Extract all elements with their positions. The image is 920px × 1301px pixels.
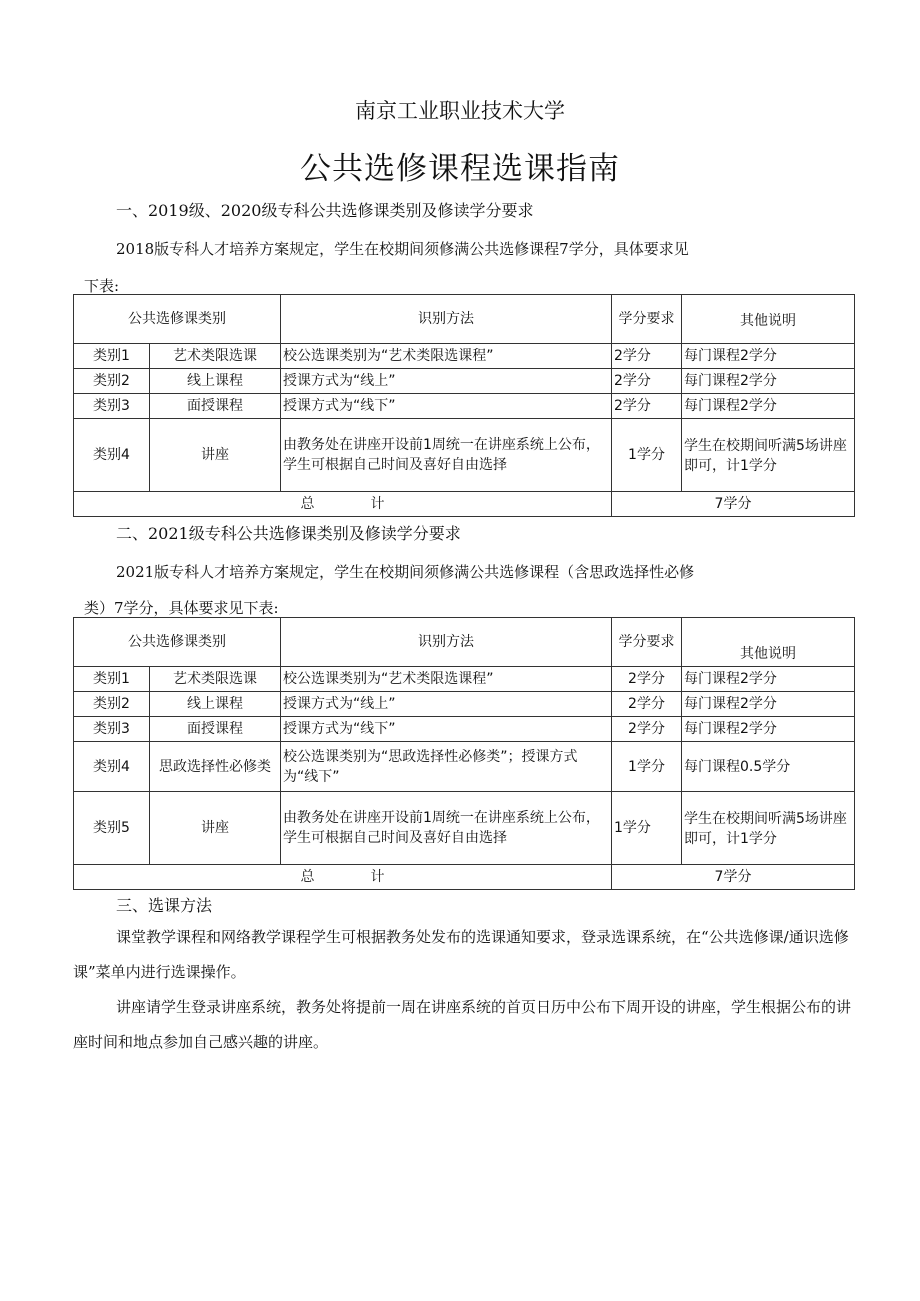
credits-cell: 2学分 bbox=[612, 369, 682, 394]
method-cell: 由教务处在讲座开设前1周统一在讲座系统上公布，学生可根据自己时间及喜好自由选择 bbox=[281, 792, 612, 865]
col-header-method: 识别方法 bbox=[281, 618, 612, 667]
section2-heading: 二、2021级专科公共选修课类别及修读学分要求 bbox=[116, 524, 461, 543]
credits-cell: 2学分 bbox=[612, 344, 682, 369]
section3-heading: 三、选课方法 bbox=[116, 896, 213, 915]
category-name: 讲座 bbox=[150, 792, 281, 865]
total-value: 7学分 bbox=[612, 492, 855, 517]
section1-table bbox=[73, 294, 855, 517]
credits-cell: 1学分 bbox=[612, 419, 682, 492]
category-id: 类别1 bbox=[74, 667, 150, 692]
section2-table bbox=[73, 617, 855, 890]
category-name: 思政选择性必修类 bbox=[150, 742, 281, 792]
category-id: 类别3 bbox=[74, 717, 150, 742]
col-header-notes: 其他说明 bbox=[682, 295, 855, 344]
table-total-row bbox=[74, 865, 855, 890]
table-row bbox=[74, 667, 855, 692]
category-id: 类别5 bbox=[74, 792, 150, 865]
col-header-credits: 学分要求 bbox=[612, 295, 682, 344]
category-name: 线上课程 bbox=[150, 692, 281, 717]
col-header-notes: 其他说明 bbox=[682, 618, 855, 667]
category-name: 讲座 bbox=[150, 419, 281, 492]
table-total-row bbox=[74, 492, 855, 517]
category-id: 类别1 bbox=[74, 344, 150, 369]
credits-cell: 2学分 bbox=[612, 394, 682, 419]
credits-cell: 2学分 bbox=[612, 667, 682, 692]
col-header-category: 公共选修课类别 bbox=[74, 618, 281, 667]
notes-cell: 学生在校期间听满5场讲座即可，计1学分 bbox=[682, 419, 855, 492]
method-cell: 授课方式为“线下” bbox=[281, 717, 612, 742]
col-header-method: 识别方法 bbox=[281, 295, 612, 344]
category-name: 面授课程 bbox=[150, 394, 281, 419]
method-cell: 授课方式为“线上” bbox=[281, 692, 612, 717]
table-row bbox=[74, 419, 855, 492]
credits-cell: 1学分 bbox=[612, 792, 682, 865]
category-name: 艺术类限选课 bbox=[150, 344, 281, 369]
total-label: 总 计 bbox=[74, 865, 612, 890]
method-cell: 授课方式为“线上” bbox=[281, 369, 612, 394]
method-cell: 授课方式为“线下” bbox=[281, 394, 612, 419]
notes-cell: 每门课程0.5学分 bbox=[682, 742, 855, 792]
section3-paragraph-2: 讲座请学生登录讲座系统，教务处将提前一周在讲座系统的首页日历中公布下周开设的讲座，学生根据公布的讲座时间和地点参加自己感兴趣的讲座。 bbox=[73, 998, 852, 1051]
category-name: 面授课程 bbox=[150, 717, 281, 742]
notes-cell: 每门课程2学分 bbox=[682, 344, 855, 369]
category-id: 类别2 bbox=[74, 369, 150, 394]
section1-intro-line1: 2018版专科人才培养方案规定，学生在校期间须修满公共选修课程7学分，具体要求见 bbox=[116, 240, 689, 258]
notes-cell: 每门课程2学分 bbox=[682, 369, 855, 394]
col-header-category: 公共选修课类别 bbox=[74, 295, 281, 344]
table-row bbox=[74, 792, 855, 865]
table-header-row bbox=[74, 618, 855, 667]
notes-cell: 每门课程2学分 bbox=[682, 692, 855, 717]
total-label: 总 计 bbox=[74, 492, 612, 517]
notes-cell: 每门课程2学分 bbox=[682, 667, 855, 692]
category-id: 类别4 bbox=[74, 419, 150, 492]
category-id: 类别3 bbox=[74, 394, 150, 419]
table-row bbox=[74, 394, 855, 419]
table-row bbox=[74, 369, 855, 394]
table-row bbox=[74, 692, 855, 717]
table-header-row bbox=[74, 295, 855, 344]
col-header-credits: 学分要求 bbox=[612, 618, 682, 667]
category-id: 类别4 bbox=[74, 742, 150, 792]
credits-cell: 1学分 bbox=[612, 742, 682, 792]
notes-cell: 学生在校期间听满5场讲座即可，计1学分 bbox=[682, 792, 855, 865]
section1-intro-line2: 下表: bbox=[84, 277, 120, 295]
notes-cell: 每门课程2学分 bbox=[682, 717, 855, 742]
section1-heading: 一、2019级、2020级专科公共选修课类别及修读学分要求 bbox=[116, 201, 534, 220]
category-name: 线上课程 bbox=[150, 369, 281, 394]
table-row bbox=[74, 344, 855, 369]
page-title: 公共选修课程选课指南 bbox=[300, 151, 620, 187]
category-id: 类别2 bbox=[74, 692, 150, 717]
method-cell: 校公选课类别为“艺术类限选课程” bbox=[281, 667, 612, 692]
notes-cell: 每门课程2学分 bbox=[682, 394, 855, 419]
section2-intro-line1: 2021版专科人才培养方案规定，学生在校期间须修满公共选修课程（含思政选择性必修 bbox=[116, 563, 695, 581]
total-value: 7学分 bbox=[612, 865, 855, 890]
credits-cell: 2学分 bbox=[612, 717, 682, 742]
table-row bbox=[74, 717, 855, 742]
method-cell: 校公选课类别为“艺术类限选课程” bbox=[281, 344, 612, 369]
category-name: 艺术类限选课 bbox=[150, 667, 281, 692]
credits-cell: 2学分 bbox=[612, 692, 682, 717]
method-cell: 由教务处在讲座开设前1周统一在讲座系统上公布，学生可根据自己时间及喜好自由选择 bbox=[281, 419, 612, 492]
section2-intro-line2: 类）7学分，具体要求见下表: bbox=[84, 599, 279, 617]
section3-paragraph-1: 课堂教学课程和网络教学课程学生可根据教务处发布的选课通知要求，登录选课系统，在“公共选修课/通识选修课”菜单内进行选课操作。 bbox=[73, 928, 849, 981]
table-row bbox=[74, 742, 855, 792]
university-name: 南京工业职业技术大学 bbox=[355, 99, 565, 123]
method-cell: 校公选课类别为“思政选择性必修类”；授课方式为“线下” bbox=[281, 742, 612, 792]
